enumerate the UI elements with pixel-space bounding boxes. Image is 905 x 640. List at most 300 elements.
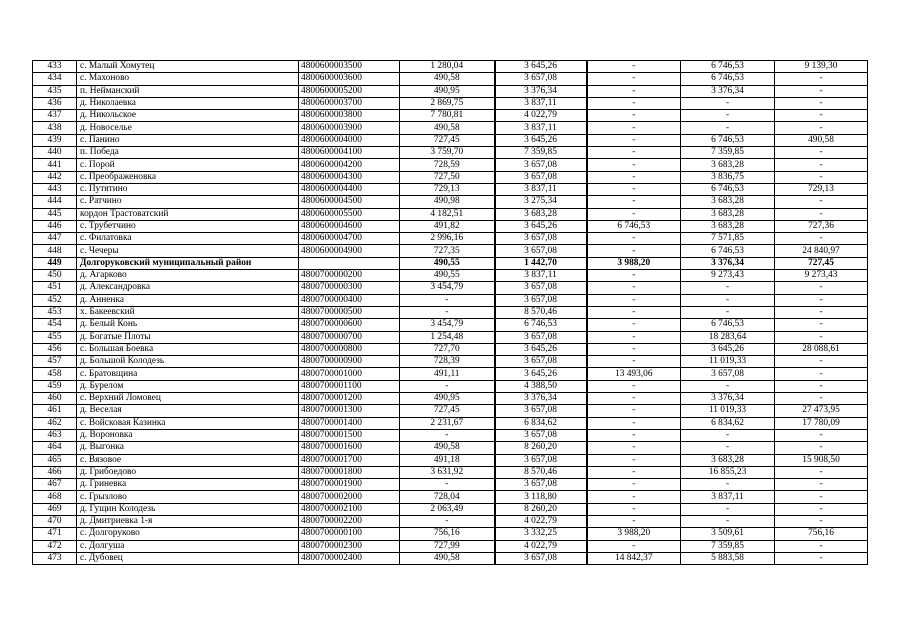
settlement-name: д. Грибоедово [77, 466, 299, 478]
value-cell-2: 8 570,46 [495, 466, 587, 478]
settlement-code: 4800700002100 [299, 503, 400, 515]
table-row [33, 282, 868, 294]
value-cell-1: 756,16 [400, 528, 495, 540]
settlement-name: д. Новоселье [77, 122, 299, 134]
value-cell-5: - [775, 515, 868, 527]
settlement-code: 4800700002000 [299, 491, 400, 503]
settlement-code: 4800700001800 [299, 466, 400, 478]
settlement-code: 4800700000600 [299, 319, 400, 331]
value-cell-5: 756,16 [775, 528, 868, 540]
table-row [33, 134, 868, 146]
table-row [33, 196, 868, 208]
row-number: 452 [33, 294, 77, 306]
table-row [33, 393, 868, 405]
value-cell-3: - [587, 393, 681, 405]
value-cell-3: - [587, 356, 681, 368]
settlement-code: 4800700000900 [299, 356, 400, 368]
value-cell-1: 727,45 [400, 134, 495, 146]
value-cell-3: - [587, 134, 681, 146]
value-cell-4: 6 746,53 [681, 319, 775, 331]
value-cell-5: - [775, 85, 868, 97]
table-row [33, 429, 868, 441]
value-cell-2: 3 837,11 [495, 97, 587, 109]
value-cell-4: 6 746,53 [681, 245, 775, 257]
settlement-code: 4800700001600 [299, 442, 400, 454]
value-cell-5: - [775, 331, 868, 343]
value-cell-1: 491,82 [400, 220, 495, 232]
value-cell-4: - [681, 294, 775, 306]
settlement-name: с. Долгуша [77, 540, 299, 552]
value-cell-2: 4 388,50 [495, 380, 587, 392]
row-number: 443 [33, 183, 77, 195]
row-number: 450 [33, 270, 77, 282]
settlement-code: 4800600004700 [299, 233, 400, 245]
row-number: 455 [33, 331, 77, 343]
table-row [33, 479, 868, 491]
settlement-code: 4800600004900 [299, 245, 400, 257]
settlement-name: с. Махоново [77, 73, 299, 85]
value-cell-2: 3 118,80 [495, 491, 587, 503]
settlement-name: д. Александровка [77, 282, 299, 294]
row-number: 473 [33, 552, 77, 564]
value-cell-1: 491,11 [400, 368, 495, 380]
table-row [33, 515, 868, 527]
settlement-name: д. Дмитриевка 1-я [77, 515, 299, 527]
value-cell-4: 6 746,53 [681, 61, 775, 73]
table-row [33, 171, 868, 183]
value-cell-1: 727,35 [400, 245, 495, 257]
settlement-name: с. Долгоруково [77, 528, 299, 540]
value-cell-1: 490,98 [400, 196, 495, 208]
value-cell-1: 727,99 [400, 540, 495, 552]
value-cell-5: - [775, 294, 868, 306]
value-cell-4: 3 683,28 [681, 220, 775, 232]
row-number: 467 [33, 479, 77, 491]
table-row [33, 147, 868, 159]
value-cell-3: - [587, 97, 681, 109]
value-cell-5: - [775, 442, 868, 454]
value-cell-5: - [775, 147, 868, 159]
value-cell-2: 3 275,34 [495, 196, 587, 208]
value-cell-3: - [587, 196, 681, 208]
settlement-code: 4800600003700 [299, 97, 400, 109]
value-cell-4: 3 683,28 [681, 208, 775, 220]
value-cell-5: - [775, 73, 868, 85]
value-cell-2: 4 022,79 [495, 540, 587, 552]
row-number: 465 [33, 454, 77, 466]
value-cell-1: 490,95 [400, 85, 495, 97]
value-cell-3: - [587, 405, 681, 417]
settlement-name: д. Богатые Плоты [77, 331, 299, 343]
value-cell-1: 727,50 [400, 171, 495, 183]
value-cell-2: 3 645,26 [495, 368, 587, 380]
value-cell-2: 3 332,25 [495, 528, 587, 540]
value-cell-2: 3 645,26 [495, 61, 587, 73]
value-cell-1: 3 454,79 [400, 319, 495, 331]
value-cell-4: - [681, 503, 775, 515]
value-cell-3: 6 746,53 [587, 220, 681, 232]
value-cell-5: - [775, 552, 868, 564]
value-cell-2: 8 260,20 [495, 503, 587, 515]
value-cell-5: - [775, 491, 868, 503]
table-row [33, 294, 868, 306]
settlement-name: с. Грызлово [77, 491, 299, 503]
value-cell-4: 9 273,43 [681, 270, 775, 282]
table-row [33, 159, 868, 171]
settlement-code: 4800600003600 [299, 73, 400, 85]
settlement-code: 4800700000400 [299, 294, 400, 306]
table-row [33, 356, 868, 368]
settlement-code: 4800600004100 [299, 147, 400, 159]
value-cell-5: 17 780,09 [775, 417, 868, 429]
value-cell-5: - [775, 393, 868, 405]
value-cell-1: 2 996,16 [400, 233, 495, 245]
value-cell-3: - [587, 171, 681, 183]
settlement-name: с. Чечеры [77, 245, 299, 257]
row-number: 434 [33, 73, 77, 85]
value-cell-4: - [681, 122, 775, 134]
settlement-name: х. Бакеевский [77, 306, 299, 318]
settlement-name: д. Вороновка [77, 429, 299, 441]
row-number: 444 [33, 196, 77, 208]
value-cell-2: 3 376,34 [495, 85, 587, 97]
settlement-code: 4800700001300 [299, 405, 400, 417]
settlement-code: 4800700000800 [299, 343, 400, 355]
table-row [33, 405, 868, 417]
table-row [33, 306, 868, 318]
value-cell-3: - [587, 270, 681, 282]
value-cell-5: - [775, 208, 868, 220]
row-number: 453 [33, 306, 77, 318]
table-row [33, 503, 868, 515]
value-cell-3: - [587, 282, 681, 294]
value-cell-1: - [400, 294, 495, 306]
table-row [33, 85, 868, 97]
table-row [33, 380, 868, 392]
value-cell-3: - [587, 343, 681, 355]
table-row [33, 442, 868, 454]
value-cell-4: 6 746,53 [681, 183, 775, 195]
value-cell-1: 3 759,70 [400, 147, 495, 159]
value-cell-1: 2 231,67 [400, 417, 495, 429]
settlement-name: с. Путятино [77, 183, 299, 195]
value-cell-1: 3 631,92 [400, 466, 495, 478]
value-cell-5: - [775, 97, 868, 109]
value-cell-4: 3 509,61 [681, 528, 775, 540]
value-cell-4: 3 376,34 [681, 257, 775, 269]
value-cell-4: 3 683,28 [681, 454, 775, 466]
settlement-name: д. Веселая [77, 405, 299, 417]
row-number: 470 [33, 515, 77, 527]
value-cell-2: 3 645,26 [495, 220, 587, 232]
table-row [33, 183, 868, 195]
row-number: 459 [33, 380, 77, 392]
value-cell-4: 18 283,64 [681, 331, 775, 343]
table-row [33, 319, 868, 331]
value-cell-2: 3 837,11 [495, 122, 587, 134]
value-cell-1: - [400, 515, 495, 527]
settlement-code: 4800600005200 [299, 85, 400, 97]
value-cell-5: - [775, 356, 868, 368]
settlement-code: 4800600003500 [299, 61, 400, 73]
value-cell-2: 3 645,26 [495, 343, 587, 355]
value-cell-4: 11 019,33 [681, 405, 775, 417]
value-cell-1: 490,95 [400, 393, 495, 405]
value-cell-2: 4 022,79 [495, 110, 587, 122]
settlement-name: Долгоруковский муниципальный район [77, 257, 299, 269]
settlement-code: 4800700001400 [299, 417, 400, 429]
value-cell-3: 13 493,06 [587, 368, 681, 380]
row-number: 442 [33, 171, 77, 183]
value-cell-2: 6 746,53 [495, 319, 587, 331]
settlement-code: 4800700001000 [299, 368, 400, 380]
table-row [33, 466, 868, 478]
value-cell-4: 6 834,62 [681, 417, 775, 429]
settlement-name: д. Большой Колодезь [77, 356, 299, 368]
settlement-name: п. Нейманский [77, 85, 299, 97]
table-row [33, 270, 868, 282]
value-cell-4: - [681, 442, 775, 454]
settlement-code: 4800600004200 [299, 159, 400, 171]
value-cell-3: - [587, 183, 681, 195]
settlement-name: с. Дубовец [77, 552, 299, 564]
row-number: 440 [33, 147, 77, 159]
value-cell-5: - [775, 368, 868, 380]
settlement-code: 4800700001200 [299, 393, 400, 405]
value-cell-3: - [587, 331, 681, 343]
settlement-name: п. Победа [77, 147, 299, 159]
row-number: 451 [33, 282, 77, 294]
row-number: 464 [33, 442, 77, 454]
table-row [33, 245, 868, 257]
settlement-name: д. Никольское [77, 110, 299, 122]
value-cell-2: 1 442,70 [495, 257, 587, 269]
table-row [33, 122, 868, 134]
value-cell-2: 3 657,08 [495, 552, 587, 564]
value-cell-1: - [400, 380, 495, 392]
settlement-name: с. Верхний Ломовец [77, 393, 299, 405]
value-cell-3: - [587, 208, 681, 220]
value-cell-1: 491,18 [400, 454, 495, 466]
table-row [33, 97, 868, 109]
row-number: 448 [33, 245, 77, 257]
value-cell-1: - [400, 429, 495, 441]
value-cell-4: - [681, 282, 775, 294]
row-number: 471 [33, 528, 77, 540]
value-cell-3: - [587, 503, 681, 515]
value-cell-3: - [587, 245, 681, 257]
value-cell-5: 729,13 [775, 183, 868, 195]
settlement-name: с. Малый Хомутец [77, 61, 299, 73]
settlement-code: 4800700001500 [299, 429, 400, 441]
value-cell-5: 24 840,97 [775, 245, 868, 257]
settlement-name: с. Ратчино [77, 196, 299, 208]
value-cell-5: 727,45 [775, 257, 868, 269]
value-cell-3: - [587, 442, 681, 454]
settlement-code: 4800700000500 [299, 306, 400, 318]
value-cell-3: - [587, 61, 681, 73]
settlement-name: д. Выгонка [77, 442, 299, 454]
table-row [33, 368, 868, 380]
value-cell-5: - [775, 380, 868, 392]
value-cell-2: 3 657,08 [495, 331, 587, 343]
settlement-name: с. Войсковая Казинка [77, 417, 299, 429]
settlement-code: 4800600004400 [299, 183, 400, 195]
value-cell-4: 3 657,08 [681, 368, 775, 380]
settlement-name: с. Панино [77, 134, 299, 146]
settlement-name: д. Гриневка [77, 479, 299, 491]
table-body [33, 61, 868, 565]
value-cell-1: 490,58 [400, 73, 495, 85]
value-cell-4: 6 746,53 [681, 134, 775, 146]
value-cell-3: - [587, 85, 681, 97]
row-number: 438 [33, 122, 77, 134]
value-cell-3: - [587, 417, 681, 429]
value-cell-4: 3 376,34 [681, 393, 775, 405]
settlement-code: 4800700000700 [299, 331, 400, 343]
value-cell-4: 5 883,58 [681, 552, 775, 564]
value-cell-4: 16 855,23 [681, 466, 775, 478]
value-cell-3: - [587, 491, 681, 503]
value-cell-3: - [587, 306, 681, 318]
value-cell-2: 8 570,46 [495, 306, 587, 318]
settlement-name: д. Агарково [77, 270, 299, 282]
settlement-name: с. Большая Боевка [77, 343, 299, 355]
settlement-code: 4800700002200 [299, 515, 400, 527]
value-cell-1: 1 254,48 [400, 331, 495, 343]
value-cell-1: 2 869,75 [400, 97, 495, 109]
value-cell-1: 490,58 [400, 122, 495, 134]
table-row [33, 552, 868, 564]
row-number: 457 [33, 356, 77, 368]
value-cell-2: 3 657,08 [495, 171, 587, 183]
value-cell-2: 3 657,08 [495, 454, 587, 466]
row-number: 446 [33, 220, 77, 232]
value-cell-4: 3 837,11 [681, 491, 775, 503]
value-cell-4: 7 571,85 [681, 233, 775, 245]
settlement-code: 4800600004000 [299, 134, 400, 146]
table-row [33, 220, 868, 232]
row-number: 456 [33, 343, 77, 355]
table-row [33, 73, 868, 85]
value-cell-2: 3 657,08 [495, 245, 587, 257]
settlement-name: д. Бурелом [77, 380, 299, 392]
value-cell-4: 3 836,75 [681, 171, 775, 183]
value-cell-2: 4 022,79 [495, 515, 587, 527]
table-row [33, 540, 868, 552]
value-cell-5: - [775, 466, 868, 478]
value-cell-3: - [587, 540, 681, 552]
value-cell-1: 4 182,51 [400, 208, 495, 220]
value-cell-3: - [587, 380, 681, 392]
value-cell-1: 7 780,81 [400, 110, 495, 122]
value-cell-3: 14 842,37 [587, 552, 681, 564]
table-row [33, 454, 868, 466]
table-row [33, 343, 868, 355]
value-cell-1: - [400, 306, 495, 318]
value-cell-3: 3 988,20 [587, 257, 681, 269]
settlement-name: с. Братовщина [77, 368, 299, 380]
value-cell-1: 3 454,79 [400, 282, 495, 294]
value-cell-5: 27 473,95 [775, 405, 868, 417]
row-number: 433 [33, 61, 77, 73]
row-number: 439 [33, 134, 77, 146]
value-cell-1: - [400, 479, 495, 491]
settlement-code: 4800700001700 [299, 454, 400, 466]
value-cell-1: 728,59 [400, 159, 495, 171]
value-cell-5: - [775, 122, 868, 134]
value-cell-4: - [681, 515, 775, 527]
settlement-name: с. Филатовка [77, 233, 299, 245]
value-cell-2: 3 376,34 [495, 393, 587, 405]
value-cell-4: 7 359,85 [681, 540, 775, 552]
value-cell-1: 1 280,04 [400, 61, 495, 73]
value-cell-3: - [587, 479, 681, 491]
district-total-row [33, 257, 868, 269]
settlement-name: д. Гущин Колодезь [77, 503, 299, 515]
value-cell-3: - [587, 147, 681, 159]
value-cell-4: 3 683,28 [681, 159, 775, 171]
value-cell-2: 3 657,08 [495, 159, 587, 171]
settlement-name: с. Преображеновка [77, 171, 299, 183]
value-cell-4: - [681, 479, 775, 491]
value-cell-5: - [775, 110, 868, 122]
table-row [33, 331, 868, 343]
value-cell-1: 728,39 [400, 356, 495, 368]
settlement-code: 4800700001900 [299, 479, 400, 491]
value-cell-5: 727,36 [775, 220, 868, 232]
row-number: 461 [33, 405, 77, 417]
value-cell-4: - [681, 380, 775, 392]
value-cell-3: - [587, 122, 681, 134]
value-cell-1: 490,55 [400, 270, 495, 282]
value-cell-1: 727,70 [400, 343, 495, 355]
value-cell-4: 3 376,34 [681, 85, 775, 97]
value-cell-2: 3 657,08 [495, 429, 587, 441]
value-cell-2: 3 657,08 [495, 233, 587, 245]
value-cell-3: - [587, 429, 681, 441]
table-row [33, 110, 868, 122]
row-number: 454 [33, 319, 77, 331]
table-row [33, 208, 868, 220]
settlement-name: д. Анненка [77, 294, 299, 306]
settlement-name: кордон Трастоватский [77, 208, 299, 220]
value-cell-5: 9 139,30 [775, 61, 868, 73]
value-cell-3: - [587, 233, 681, 245]
value-cell-1: 490,55 [400, 257, 495, 269]
value-cell-5: - [775, 503, 868, 515]
value-cell-5: - [775, 429, 868, 441]
value-cell-5: - [775, 479, 868, 491]
value-cell-5: 15 908,50 [775, 454, 868, 466]
settlement-code: 4800600004500 [299, 196, 400, 208]
value-cell-3: - [587, 466, 681, 478]
value-cell-5: - [775, 540, 868, 552]
settlement-name: с. Порой [77, 159, 299, 171]
value-cell-5: - [775, 171, 868, 183]
settlement-code: 4800700000300 [299, 282, 400, 294]
value-cell-1: 729,13 [400, 183, 495, 195]
value-cell-2: 3 645,26 [495, 134, 587, 146]
value-cell-4: 6 746,53 [681, 73, 775, 85]
value-cell-2: 6 834,62 [495, 417, 587, 429]
value-cell-5: 490,58 [775, 134, 868, 146]
table-row [33, 491, 868, 503]
row-number: 441 [33, 159, 77, 171]
value-cell-2: 8 260,20 [495, 442, 587, 454]
settlement-code: 4800700000200 [299, 270, 400, 282]
value-cell-5: - [775, 319, 868, 331]
